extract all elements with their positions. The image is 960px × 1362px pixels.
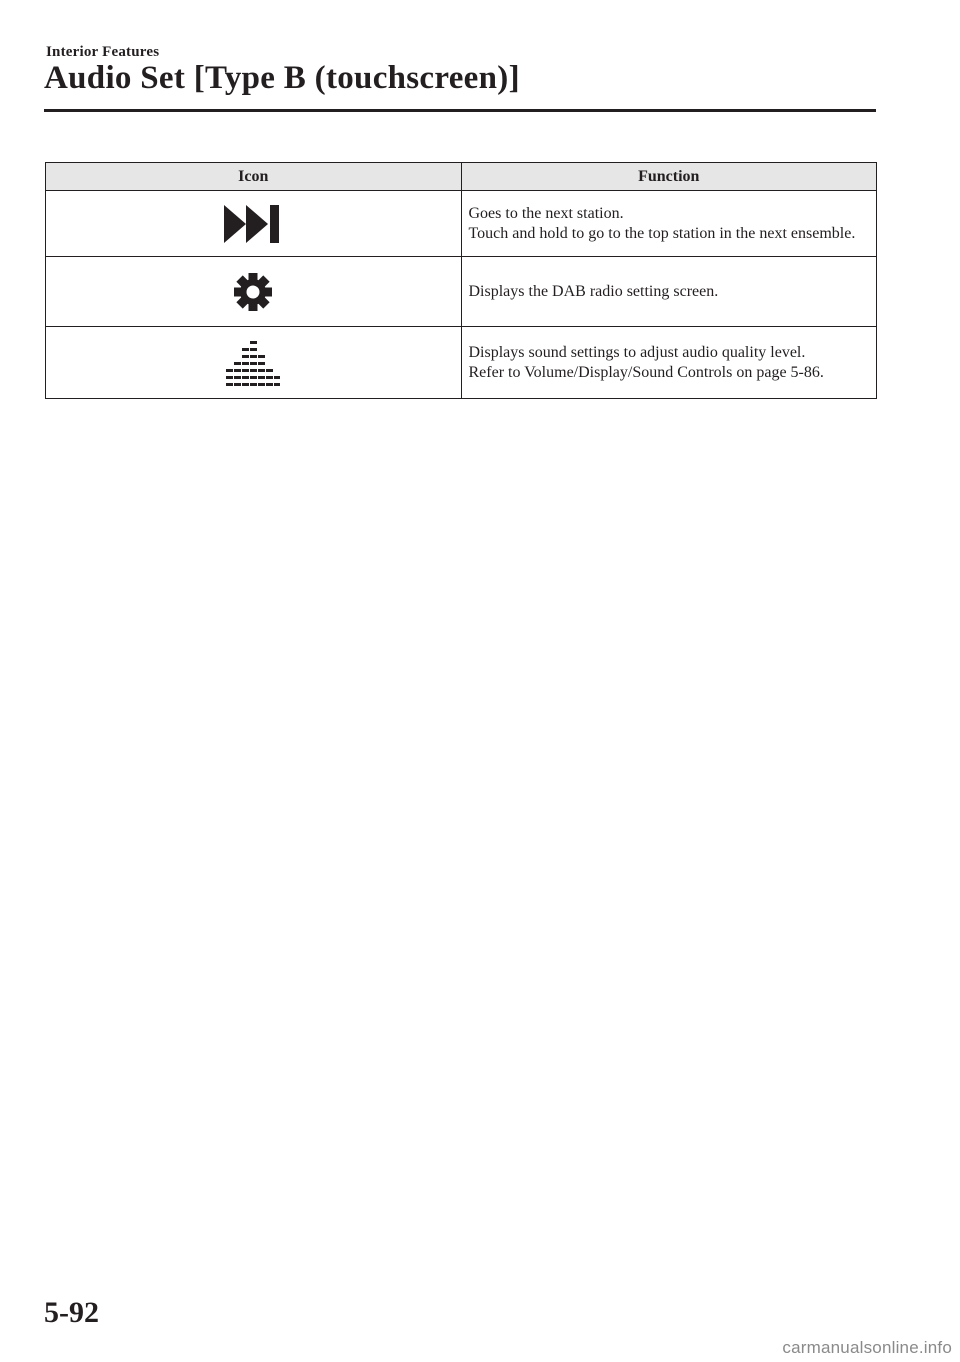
next-track-icon bbox=[222, 203, 284, 245]
watermark: carmanualsonline.info bbox=[782, 1338, 952, 1357]
icon-cell bbox=[46, 327, 462, 399]
function-text: Displays sound settings to adjust audio quality level. bbox=[468, 343, 806, 361]
icon-cell bbox=[46, 257, 462, 327]
function-cell bbox=[461, 327, 877, 399]
function-text: Goes to the next station. bbox=[468, 204, 624, 222]
icon-function-table bbox=[45, 162, 877, 399]
function-text: Displays the DAB radio setting screen. bbox=[468, 282, 719, 300]
icon-cell bbox=[46, 191, 462, 257]
table-row bbox=[46, 191, 877, 257]
equalizer-icon bbox=[225, 339, 281, 387]
page-number: 5-92 bbox=[44, 1296, 99, 1329]
gear-icon bbox=[231, 270, 275, 314]
function-cell bbox=[461, 191, 877, 257]
table-row bbox=[46, 327, 877, 399]
page-title: Audio Set [Type B (touchscreen)] bbox=[44, 60, 520, 96]
column-header-function: Function bbox=[461, 163, 877, 191]
section-label: Interior Features bbox=[46, 44, 160, 60]
function-cell bbox=[461, 257, 877, 327]
table-row bbox=[46, 257, 877, 327]
column-header-icon: Icon bbox=[46, 163, 462, 191]
function-text: Refer to Volume/Display/Sound Controls on page 5-86. bbox=[468, 363, 824, 381]
table-header-row bbox=[46, 163, 877, 191]
function-text: Touch and hold to go to the top station in the next ensemble. bbox=[468, 224, 856, 242]
title-rule bbox=[44, 109, 876, 112]
